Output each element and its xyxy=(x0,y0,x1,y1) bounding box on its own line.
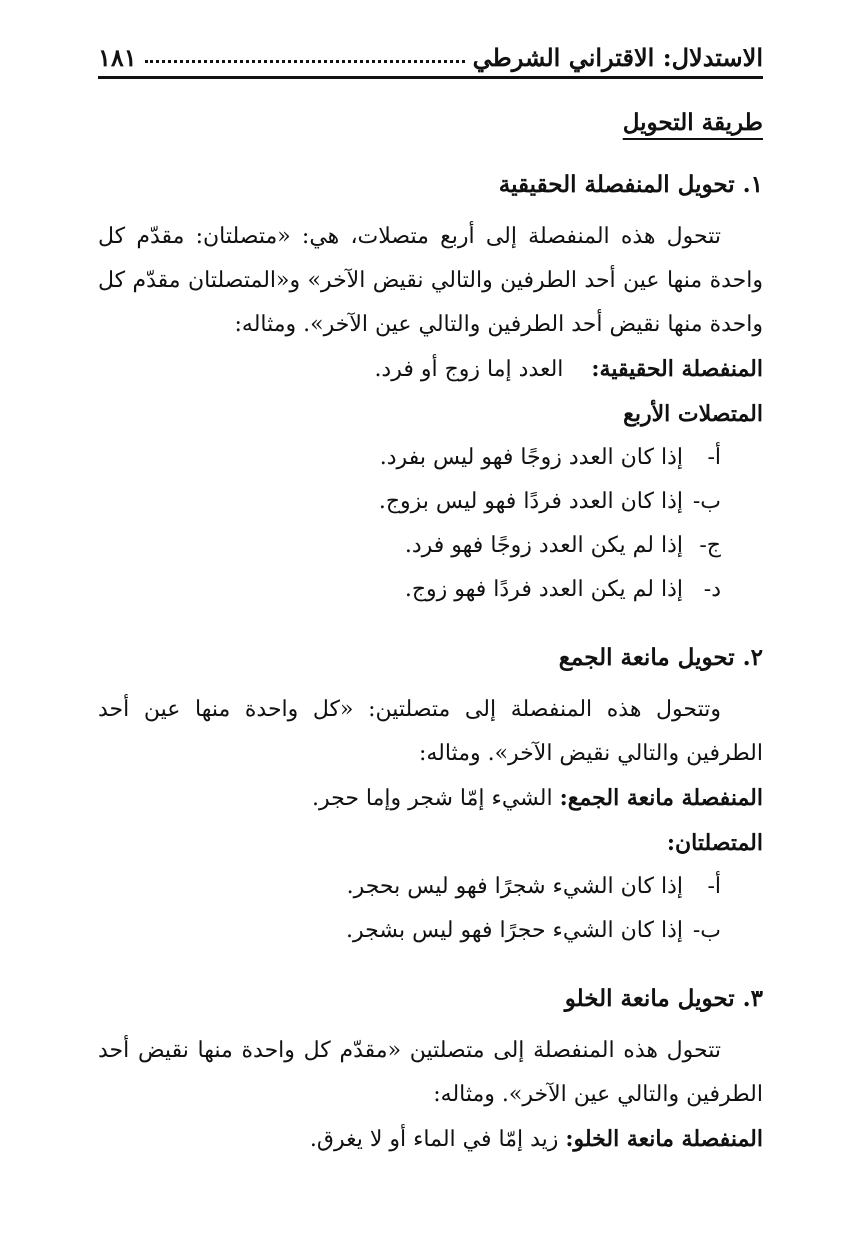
list-item-text: إذا كان الشيء شجرًا فهو ليس بحجر. xyxy=(346,874,683,899)
part3-example-label: المنفصلة مانعة الخلو: xyxy=(565,1126,763,1152)
part3-example-text: زيد إمّا في الماء أو لا يغرق. xyxy=(309,1127,559,1152)
section-title: طريقة التحويل xyxy=(622,109,763,136)
part2-example-text: الشيء إمّا شجر وإما حجر. xyxy=(312,786,553,811)
part1-list-title: المتصلات الأربع xyxy=(623,401,763,427)
list-item-mark: د- xyxy=(703,577,721,602)
part1-list xyxy=(98,436,763,612)
part1-example xyxy=(98,347,763,392)
part3-example xyxy=(98,1117,763,1162)
page xyxy=(98,30,763,1162)
part1-heading: ١. تحويل المنفصلة الحقيقية xyxy=(498,171,763,198)
list-item-mark: أ- xyxy=(707,445,721,470)
part1-example-label: المنفصلة الحقيقية: xyxy=(591,356,763,382)
list-item xyxy=(98,524,721,568)
list-item xyxy=(98,436,721,480)
part2-example-label: المنفصلة مانعة الجمع: xyxy=(559,785,763,811)
part1-paragraph: تتحول هذه المنفصلة إلى أربع متصلات، هي: «متصلتان: مقدّم كل واحدة منها عين أحد الطرفين والتالي نقيض الآخر» و«المتصلتان مقدّم كل واحدة منها نقيض أحد الطرفين والتالي عين الآخر». ومثاله: xyxy=(98,224,763,337)
header-dot-leader xyxy=(145,60,465,63)
list-item-mark: أ- xyxy=(707,874,721,899)
list-item-text: إذا كان الشيء حجرًا فهو ليس بشجر. xyxy=(346,918,683,943)
list-item xyxy=(98,480,721,524)
list-item-text: إذا لم يكن العدد زوجًا فهو فرد. xyxy=(404,533,683,558)
list-item-mark: ب- xyxy=(692,918,721,943)
part3-paragraph: تتحول هذه المنفصلة إلى متصلتين «مقدّم كل واحدة منها نقيض أحد الطرفين والتالي عين الآخر». ومثاله: xyxy=(98,1038,763,1107)
part2-list-title: المتصلتان: xyxy=(666,830,763,856)
part1-example-text: العدد إما زوج أو فرد. xyxy=(374,357,564,382)
list-item xyxy=(98,568,721,612)
part2-heading: ٢. تحويل مانعة الجمع xyxy=(558,644,763,671)
part2-example xyxy=(98,776,763,821)
running-title: الاستدلال: الاقتراني الشرطي xyxy=(472,43,763,72)
part3-heading: ٣. تحويل مانعة الخلو xyxy=(564,985,763,1012)
page-number: ١٨١ xyxy=(98,43,137,72)
list-item-text: إذا لم يكن العدد فردًا فهو زوج. xyxy=(404,577,683,602)
part2-paragraph: وتتحول هذه المنفصلة إلى متصلتين: «كل واحدة منها عين أحد الطرفين والتالي نقيض الآخر». ومثاله: xyxy=(98,697,763,766)
list-item-mark: ب- xyxy=(692,489,721,514)
list-item xyxy=(98,909,721,953)
list-item xyxy=(98,865,721,909)
list-item-text: إذا كان العدد فردًا فهو ليس بزوج. xyxy=(378,489,683,514)
list-item-text: إذا كان العدد زوجًا فهو ليس بفرد. xyxy=(379,445,683,470)
part2-list xyxy=(98,865,763,953)
running-header xyxy=(98,30,763,79)
list-item-mark: ج- xyxy=(699,533,721,558)
